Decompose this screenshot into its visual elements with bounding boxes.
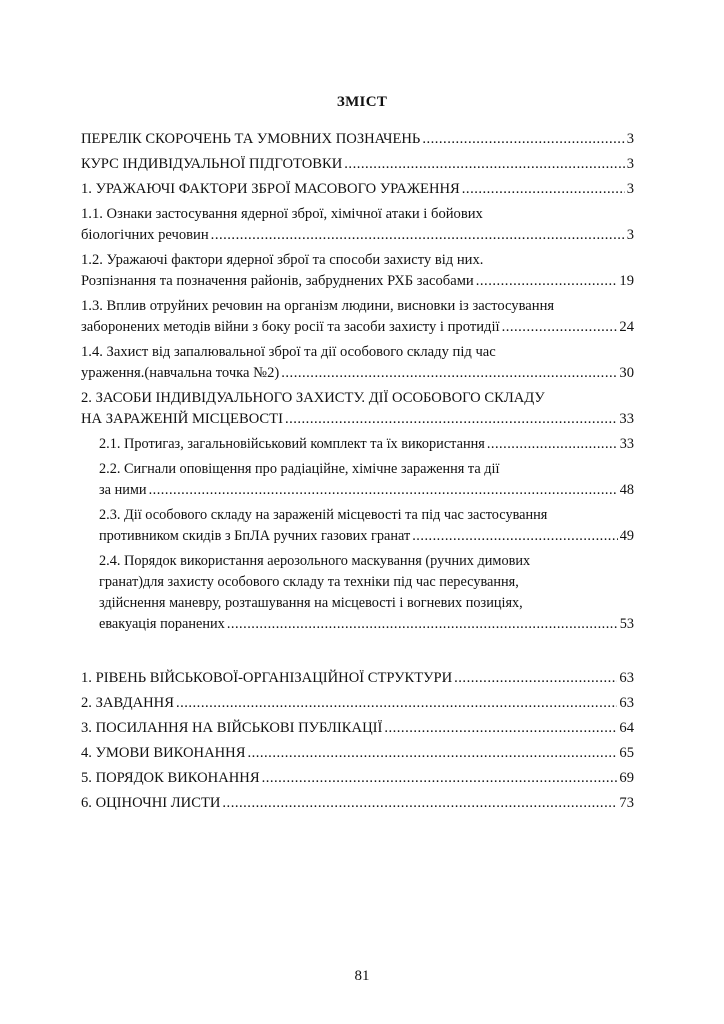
toc-entry-last-line xyxy=(81,271,634,292)
toc-entry-page-number: 73 xyxy=(619,795,634,811)
toc-entry-title: за ними xyxy=(99,482,147,498)
toc-entry-page-number: 30 xyxy=(619,365,634,381)
toc-entry[interactable] xyxy=(81,154,634,175)
toc-group-subsections xyxy=(81,434,634,635)
toc-entry-page-number: 33 xyxy=(619,411,634,427)
toc-spacer xyxy=(81,635,634,668)
toc-entry-page-number: 33 xyxy=(619,436,634,452)
toc-entry-last-line xyxy=(81,129,634,150)
toc-entry-last-line xyxy=(81,225,634,246)
toc-entry-last-line xyxy=(81,409,634,430)
dot-leader xyxy=(262,768,618,789)
toc-entry-last-line xyxy=(81,317,634,338)
toc-entry-title: противником скидів з БпЛА ручних газових гранат xyxy=(99,528,411,544)
toc-entry-text-line: 2.2. Сигнали оповіщення про радіаційне, хімічне зараження та дії xyxy=(99,461,500,477)
dot-leader xyxy=(222,793,617,814)
toc-entry-page-number: 64 xyxy=(619,720,634,736)
toc-entry[interactable] xyxy=(81,296,634,338)
toc-entry-page-number: 53 xyxy=(619,616,634,632)
toc-entry-title: Розпізнання та позначення районів, забруднених РХБ засобами xyxy=(81,273,474,289)
toc-entry-title: 1. УРАЖАЮЧІ ФАКТОРИ ЗБРОЇ МАСОВОГО УРАЖЕННЯ xyxy=(81,181,460,197)
toc-entry-page-number: 3 xyxy=(626,131,634,147)
toc-entry-text-line: здійснення маневру, розташування на місцевості і вогневих позиціях, xyxy=(99,595,523,611)
toc-entry-text-line: 2.3. Дії особового складу на зараженій місцевості та під час застосування xyxy=(99,507,548,523)
page-title: ЗМІСТ xyxy=(336,94,388,110)
toc-entry[interactable] xyxy=(81,768,634,789)
toc-entry-last-line xyxy=(81,793,634,814)
toc-entry-page-number: 65 xyxy=(619,745,634,761)
dot-leader xyxy=(149,480,618,501)
toc-entry-text-line: 1.3. Вплив отруйних речовин на організм людини, висновки із застосування xyxy=(81,298,555,314)
dot-leader xyxy=(384,718,617,739)
dot-leader xyxy=(476,271,618,292)
table-of-contents xyxy=(81,129,634,814)
toc-entry-title: 6. ОЦІНОЧНІ ЛИСТИ xyxy=(81,795,221,811)
toc-entry-title: 4. УМОВИ ВИКОНАННЯ xyxy=(81,745,246,761)
toc-entry-page-number: 19 xyxy=(619,273,634,289)
toc-entry[interactable] xyxy=(81,179,634,200)
toc-entry-last-line xyxy=(81,743,634,764)
toc-entry-text-line: 1.1. Ознаки застосування ядерної зброї, хімічної атаки і бойових xyxy=(81,206,483,222)
toc-entry[interactable] xyxy=(81,342,634,384)
toc-entry[interactable] xyxy=(81,129,634,150)
toc-entry-last-line xyxy=(81,768,634,789)
dot-leader xyxy=(422,129,624,150)
toc-entry-last-line xyxy=(99,480,634,501)
toc-entry[interactable] xyxy=(81,793,634,814)
toc-entry-last-line xyxy=(81,668,634,689)
toc-entry-title: 5. ПОРЯДОК ВИКОНАННЯ xyxy=(81,770,260,786)
toc-entry-page-number: 24 xyxy=(619,319,634,335)
toc-group-main xyxy=(81,129,634,430)
toc-group-structure xyxy=(81,668,634,814)
toc-entry-last-line xyxy=(81,179,634,200)
toc-entry-last-line xyxy=(81,363,634,384)
toc-entry-page-number: 63 xyxy=(619,670,634,686)
toc-entry-title: 1. РІВЕНЬ ВІЙСЬКОВОЇ-ОРГАНІЗАЦІЙНОЇ СТРУКТУРИ xyxy=(81,670,453,686)
toc-entry-text-line: гранат)для захисту особового складу та техніки під час пересування, xyxy=(99,574,519,590)
dot-leader xyxy=(176,693,617,714)
toc-entry-page-number: 3 xyxy=(626,156,634,172)
toc-entry[interactable] xyxy=(81,434,634,455)
toc-entry-title: НА ЗАРАЖЕНІЙ МІСЦЕВОСТІ xyxy=(81,411,283,427)
toc-entry-page-number: 63 xyxy=(619,695,634,711)
toc-entry-title: 2. ЗАВДАННЯ xyxy=(81,695,174,711)
toc-entry[interactable] xyxy=(81,551,634,635)
toc-entry-text-line: 1.4. Захист від запалювальної зброї та дії особового складу під час xyxy=(81,344,496,360)
toc-entry[interactable] xyxy=(81,505,634,547)
toc-entry-last-line xyxy=(81,693,634,714)
toc-entry-page-number: 69 xyxy=(619,770,634,786)
toc-entry-title: ураження.(навчальна точка №2) xyxy=(81,365,280,381)
toc-entry-text-line: 1.2. Уражаючі фактори ядерної зброї та способи захисту від них. xyxy=(81,252,484,268)
toc-entry-title: 3. ПОСИЛАННЯ НА ВІЙСЬКОВІ ПУБЛІКАЦІЇ xyxy=(81,720,383,736)
dot-leader xyxy=(502,317,618,338)
toc-entry-title: 2.1. Протигаз, загальновійськовий комплект та їх використання xyxy=(99,436,485,452)
dot-leader xyxy=(462,179,625,200)
toc-entry-page-number: 3 xyxy=(626,181,634,197)
toc-entry-last-line xyxy=(81,718,634,739)
toc-entry-text-line: 2.4. Порядок використання аерозольного маскування (ручних димових xyxy=(99,553,531,569)
toc-entry-page-number: 3 xyxy=(626,227,634,243)
toc-entry-title: КУРС ІНДИВІДУАЛЬНОЇ ПІДГОТОВКИ xyxy=(81,156,343,172)
dot-leader xyxy=(412,526,617,547)
toc-entry-title: ПЕРЕЛІК СКОРОЧЕНЬ ТА УМОВНИХ ПОЗНАЧЕНЬ xyxy=(81,131,421,147)
toc-entry[interactable] xyxy=(81,388,634,430)
toc-entry-page-number: 48 xyxy=(619,482,634,498)
toc-entry[interactable] xyxy=(81,718,634,739)
toc-entry-text-line: 2. ЗАСОБИ ІНДИВІДУАЛЬНОГО ЗАХИСТУ. ДІЇ ОСОБОВОГО СКЛАДУ xyxy=(81,390,545,406)
toc-entry-title: заборонених методів війни з боку росії та засоби захисту і протидії xyxy=(81,319,500,335)
dot-leader xyxy=(281,363,617,384)
toc-entry[interactable] xyxy=(81,668,634,689)
toc-entry-last-line xyxy=(99,434,634,455)
toc-entry[interactable] xyxy=(81,204,634,246)
dot-leader xyxy=(211,225,625,246)
dot-leader xyxy=(487,434,618,455)
dot-leader xyxy=(454,668,617,689)
dot-leader xyxy=(285,409,617,430)
toc-entry-page-number: 49 xyxy=(619,528,634,544)
toc-entry[interactable] xyxy=(81,743,634,764)
toc-entry[interactable] xyxy=(81,693,634,714)
toc-entry-last-line xyxy=(81,154,634,175)
toc-entry-last-line xyxy=(99,526,634,547)
toc-entry-last-line xyxy=(99,614,634,635)
toc-entry-title: евакуація поранених xyxy=(99,616,225,632)
dot-leader xyxy=(227,614,618,635)
toc-entry[interactable] xyxy=(81,459,634,501)
toc-entry-title: біологічних речовин xyxy=(81,227,209,243)
dot-leader xyxy=(247,743,617,764)
dot-leader xyxy=(344,154,624,175)
toc-entry[interactable] xyxy=(81,250,634,292)
page-number: 81 xyxy=(354,968,370,984)
